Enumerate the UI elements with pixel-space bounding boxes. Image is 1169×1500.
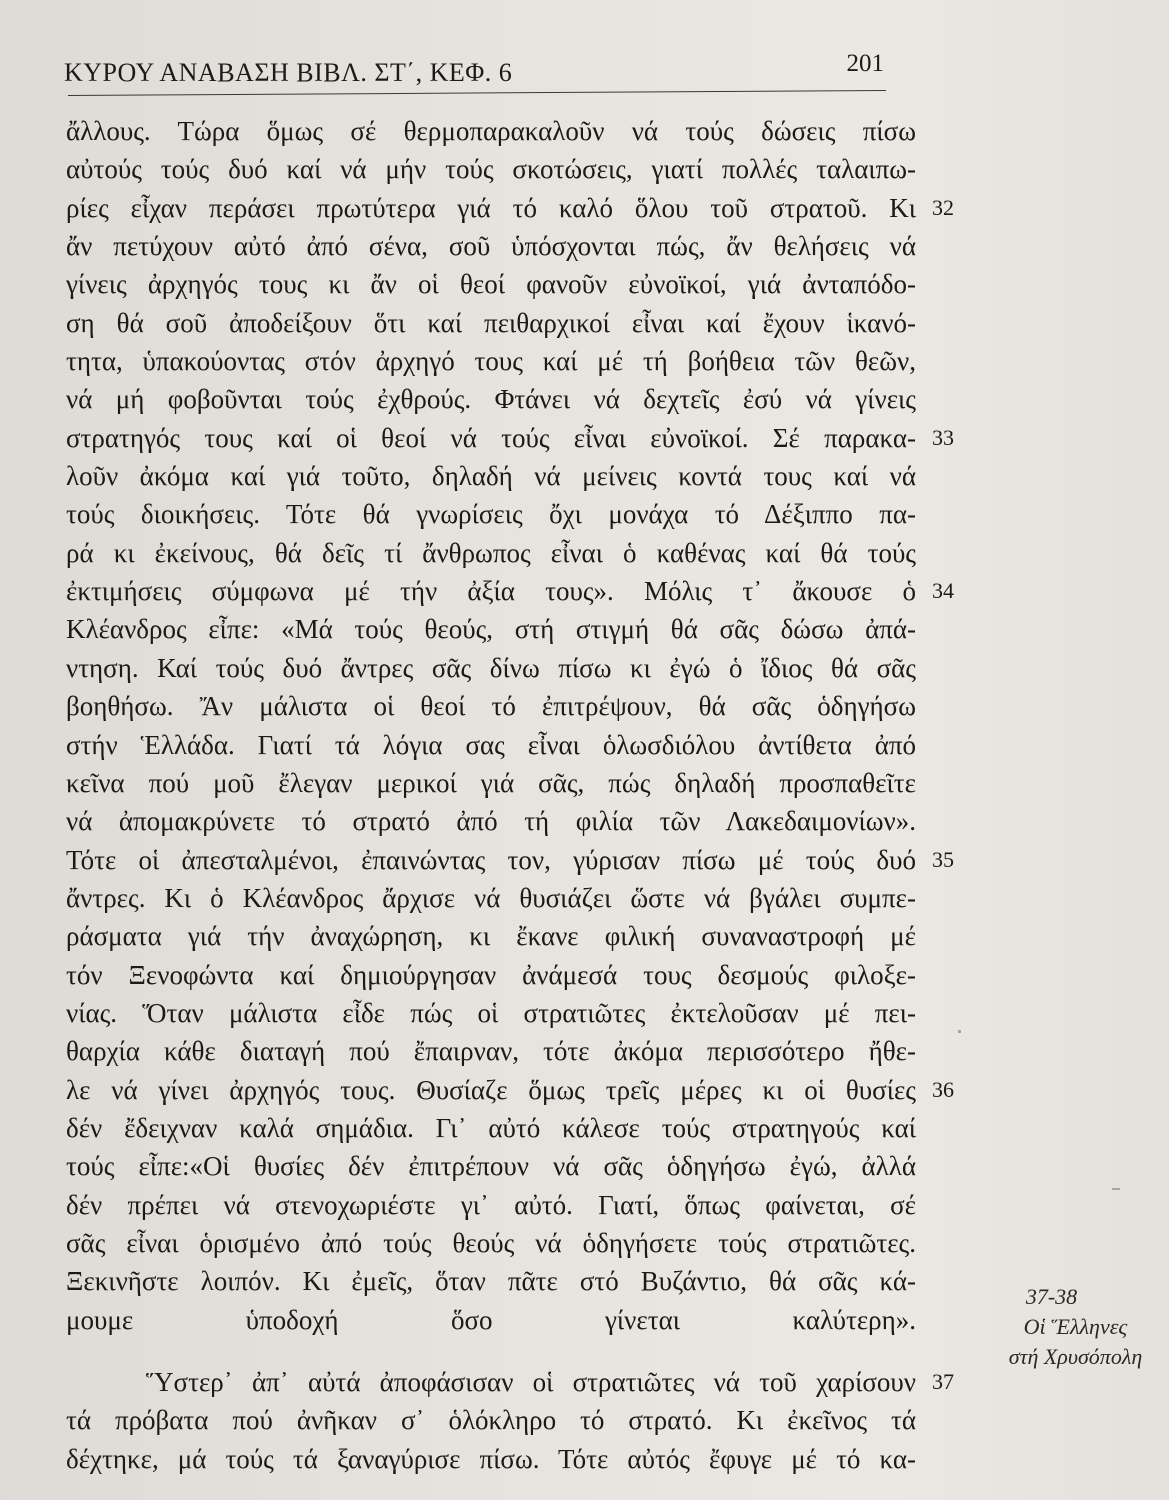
header-rule <box>68 90 886 96</box>
running-head <box>64 50 886 90</box>
margin-note-line-1: Οἱ Ἕλληνες <box>1023 1314 1128 1339</box>
text-line <box>66 495 916 533</box>
text-line <box>66 1401 916 1439</box>
text-line <box>66 304 916 342</box>
text-line <box>66 534 916 572</box>
line-text: λε νά γίνει ἀρχηγός τους. Θυσίαζε ὅμως τρεῖς μέρες κι οἱ θυσίες <box>66 1074 916 1105</box>
line-text: νά μή φοβοῦνται τούς ἐχθρούς. Φτάνει νά δεχτεῖς ἐσύ νά γίνεις <box>66 384 916 415</box>
line-text: αὐτούς τούς δυό καί νά μήν τούς σκοτώσεις, γιατί πολλές ταλαιπω- <box>66 154 916 185</box>
line-text: τόν Ξενοφώντα καί δημιούργησαν ἀνάμεσά τους δεσμούς φιλοξε- <box>66 959 916 990</box>
paper-speck <box>958 1030 961 1033</box>
section-number: 32 <box>932 194 954 220</box>
section-number: 34 <box>932 578 954 604</box>
line-text: νίας. Ὅταν μάλιστα εἶδε πώς οἱ στρατιῶτες ἐκτελοῦσαν μέ πει- <box>66 997 916 1028</box>
line-text: τητα, ὑπακούοντας στόν ἀρχηγό τους καί μέ τή βοήθεια τῶν θεῶν, <box>66 346 916 377</box>
text-line <box>66 994 916 1032</box>
line-text: τούς διοικήσεις. Τότε θά γνωρίσεις ὄχι μονάχα τό Δέξιππο πα- <box>66 499 916 530</box>
section-number: 33 <box>932 424 954 450</box>
text-line <box>66 649 916 687</box>
line-text: σᾶς εἶναι ὁρισμένο ἀπό τούς θεούς νά ὁδηγήσετε τούς στρατιῶτες. <box>66 1227 916 1258</box>
line-text: Ὕστερ᾿ ἀπ᾿ αὐτά ἀποφάσισαν οἱ στρατιῶτες νά τοῦ χαρίσουν <box>146 1367 916 1397</box>
line-text: κεῖνα πού μοῦ ἔλεγαν μερικοί γιά σᾶς, πώς δηλαδή προσπαθεῖτε <box>66 767 916 798</box>
text-line <box>66 1224 916 1262</box>
text-line <box>66 917 916 955</box>
line-text: στρατηγός τους καί οἱ θεοί νά τούς εἶναι εὐνοϊκοί. Σέ παρακα- <box>66 422 916 453</box>
page-number: 201 <box>846 50 884 77</box>
text-line <box>66 802 916 840</box>
text-line <box>66 419 954 457</box>
text-line <box>66 764 916 802</box>
text-line <box>66 956 916 994</box>
line-text: ράσματα γιά τήν ἀναχώρηση, κι ἔκανε φιλική συναναστροφή μέ <box>66 921 916 952</box>
text-line <box>66 150 916 188</box>
text-line <box>66 457 916 495</box>
line-text: Ξεκινῆστε λοιπόν. Κι ἐμεῖς, ὅταν πᾶτε στό Βυζάντιο, θά σᾶς κά- <box>66 1266 916 1297</box>
line-text: θαρχία κάθε διαταγή πού ἔπαιρναν, τότε ἀκόμα περισσότερο ἤθε- <box>66 1036 916 1067</box>
text-line <box>66 1262 916 1300</box>
text-line <box>66 1186 916 1224</box>
section-number: 37 <box>932 1369 954 1394</box>
text-line <box>66 380 916 418</box>
line-text: γίνεις ἀρχηγός τους κι ἄν οἱ θεοί φανοῦν εὐνοϊκοί, γιά ἀνταπόδο- <box>66 269 916 300</box>
line-text: δέν ἔδειχναν καλά σημάδια. Γι᾿ αὐτό κάλεσε τούς στρατηγούς καί <box>66 1112 916 1143</box>
line-text: βοηθήσω. Ἄν μάλιστα οἱ θεοί τό ἐπιτρέψουν, θά σᾶς ὁδηγήσω <box>66 691 916 722</box>
paper-speck <box>1112 1188 1120 1190</box>
line-text: ση θά σοῦ ἀποδείξουν ὅτι καί πειθαρχικοί εἶναι καί ἔχουν ἱκανό- <box>66 307 916 338</box>
line-text: νά ἀπομακρύνετε τό στρατό ἀπό τή φιλία τῶν Λακεδαιμονίων». <box>66 806 916 837</box>
text-line <box>66 687 916 725</box>
text-line <box>66 726 916 764</box>
margin-note-range: 37-38 <box>1025 1284 1078 1309</box>
margin-note-line-2: στή Χρυσόπολη <box>1008 1344 1143 1369</box>
text-line <box>66 879 916 917</box>
line-text: δέχτηκε, μά τούς τά ξαναγύρισε πίσω. Τότε αὐτός ἔφυγε μέ τό κα- <box>66 1443 916 1474</box>
line-text: στήν Ἑλλάδα. Γιατί τά λόγια σας εἶναι ὁλωσδιόλου ἀντίθετα ἀπό <box>66 729 916 760</box>
section-number: 35 <box>932 846 954 872</box>
running-title: ΚΥΡΟΥ ΑΝΑΒΑΣΗ ΒΙΒΛ. ΣΤ΄, ΚΕΦ. 6 <box>64 58 513 87</box>
margin-note <box>982 1282 1169 1372</box>
line-text: Κλέανδρος εἶπε: «Μά τούς θεούς, στή στιγμή θά σᾶς δώσω ἀπά- <box>66 614 916 645</box>
line-text: Τότε οἱ ἀπεσταλμένοι, ἐπαινώντας τον, γύρισαν πίσω μέ τούς δυό <box>66 844 916 875</box>
line-text: τούς εἶπε:«Οἱ θυσίες δέν ἐπιτρέπουν νά σᾶς ὁδηγήσω ἐγώ, ἀλλά <box>66 1151 916 1182</box>
text-line <box>66 572 954 610</box>
line-text: ἄλλους. Τώρα ὅμως σέ θερμοπαρακαλοῦν νά τούς δώσεις πίσω <box>66 116 916 146</box>
text-line <box>66 1440 916 1478</box>
text-line <box>66 1363 954 1401</box>
text-line <box>66 1071 954 1109</box>
paragraph-gap <box>66 1339 916 1363</box>
text-line <box>66 189 954 227</box>
line-text: μουμε ὑποδοχή ὅσο γίνεται καλύτερη». <box>66 1304 916 1335</box>
text-line <box>66 112 916 150</box>
text-line <box>66 1032 916 1070</box>
line-text: ντηση. Καί τούς δυό ἄντρες σᾶς δίνω πίσω κι ἐγώ ὁ ἴδιος θά σᾶς <box>66 652 916 683</box>
line-text: ρά κι ἐκείνους, θά δεῖς τί ἄνθρωπος εἶναι ὁ καθένας καί θά τούς <box>66 537 916 568</box>
text-line <box>66 265 916 303</box>
text-line <box>66 1301 916 1339</box>
line-text: τά πρόβατα πού ἀνῆκαν σ᾿ ὁλόκληρο τό στρατό. Κι ἐκεῖνος τά <box>66 1405 916 1436</box>
text-line <box>66 1109 916 1147</box>
text-line <box>66 342 916 380</box>
line-text: ἐκτιμήσεις σύμφωνα μέ τήν ἀξία τους». Μόλις τ᾿ ἄκουσε ὁ <box>66 576 916 607</box>
body-text <box>66 112 954 1478</box>
text-line <box>66 1147 916 1185</box>
line-text: δέν πρέπει νά στενοχωριέστε γι᾿ αὐτό. Γιατί, ὅπως φαίνεται, σέ <box>66 1189 916 1220</box>
text-line <box>66 610 916 648</box>
line-text: ρίες εἶχαν περάσει πρωτύτερα γιά τό καλό ὅλου τοῦ στρατοῦ. Κι <box>66 192 916 223</box>
text-line <box>66 227 916 265</box>
line-text: λοῦν ἀκόμα καί γιά τοῦτο, δηλαδή νά μείνεις κοντά τους καί νά <box>66 461 916 492</box>
line-text: ἄν πετύχουν αὐτό ἀπό σένα, σοῦ ὑπόσχονται πώς, ἄν θελήσεις νά <box>66 231 916 262</box>
text-line <box>66 841 954 879</box>
section-number: 36 <box>932 1076 954 1102</box>
line-text: ἄντρες. Κι ὁ Κλέανδρος ἄρχισε νά θυσιάζει ὥστε νά βγάλει συμπε- <box>66 882 916 913</box>
